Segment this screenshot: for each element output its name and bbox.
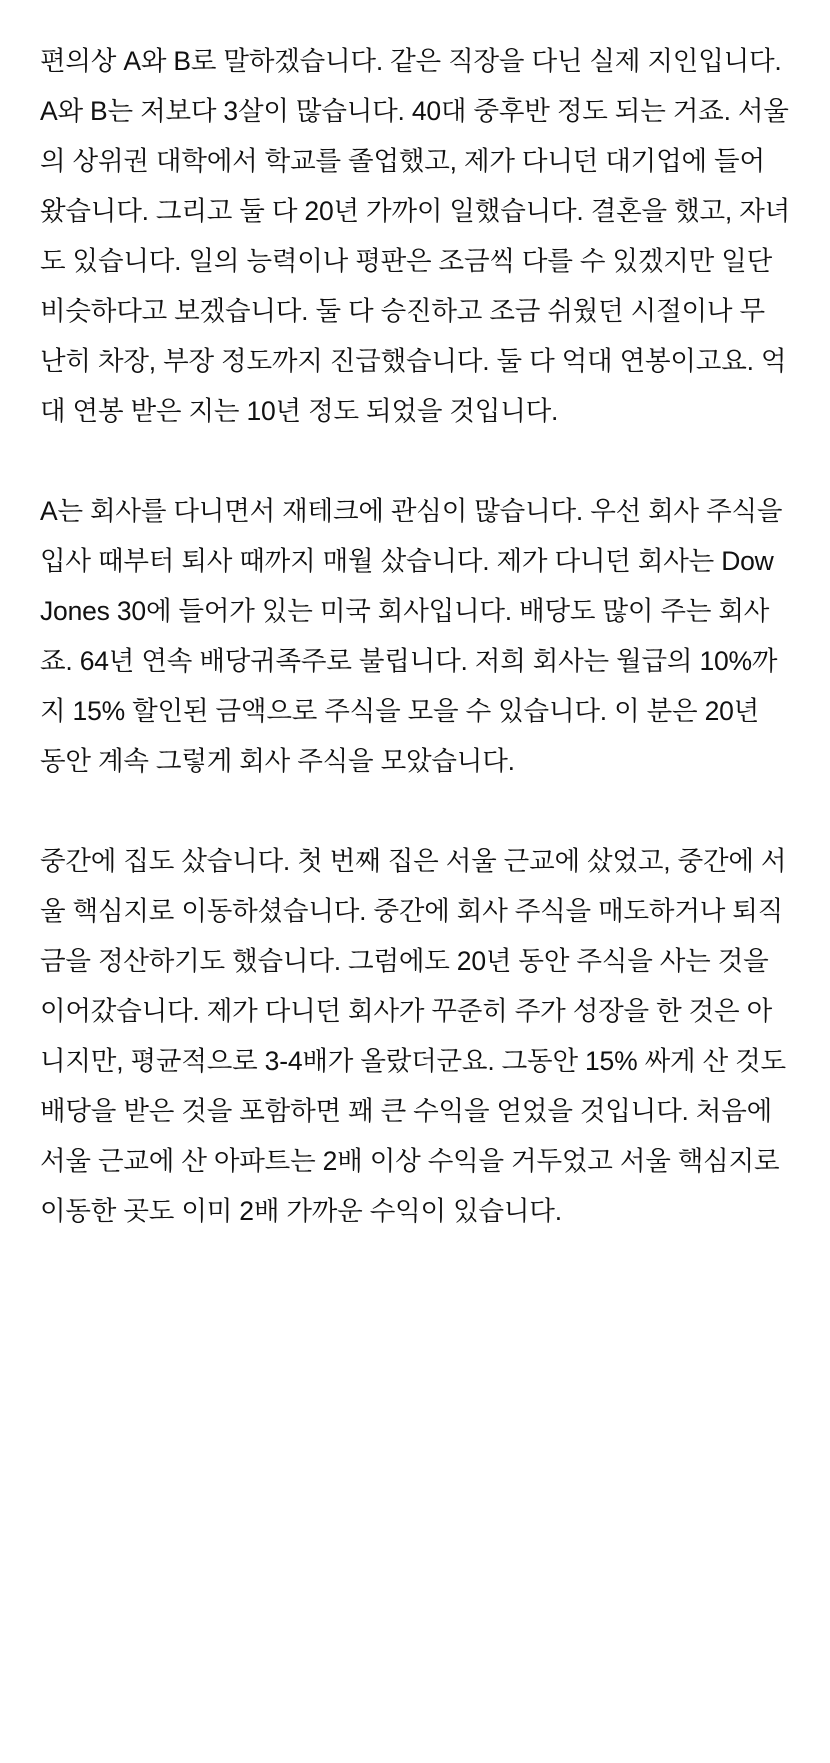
- paragraph-1: 편의상 A와 B로 말하겠습니다. 같은 직장을 다닌 실제 지인입니다. A와 B는 저보다 3살이 많습니다. 40대 중후반 정도 되는 거죠. 서울의 상위권 대학에서 학교를 졸업했고, 제가 다니던 대기업에 들어왔습니다. 그리고 둘 다 20년 가까이 일했습니다. 결혼을 했고, 자녀도 있습니다. 일의 능력이나 평판은 조금씩 다를 수 있겠지만 일단 비슷하다고 보겠습니다. 둘 다 승진하고 조금 쉬웠던 시절이나 무난히 차장, 부장 정도까지 진급했습니다. 둘 다 억대 연봉이고요. 억대 연봉 받은 지는 10년 정도 되었을 것입니다.: [40, 46, 791, 426]
- paragraph-3: 중간에 집도 샀습니다. 첫 번째 집은 서울 근교에 샀었고, 중간에 서울 핵심지로 이동하셨습니다. 중간에 회사 주식을 매도하거나 퇴직금을 정산하기도 했습니다. 그럼에도 20년 동안 주식을 사는 것을 이어갔습니다. 제가 다니던 회사가 꾸준히 주가 성장을 한 것은 아니지만, 평균적으로 3-4배가 올랐더군요. 그동안 15% 싸게 산 것도 배당을 받은 것을 포함하면 꽤 큰 수익을 얻었을 것입니다. 처음에 서울 근교에 산 아파트는 2배 이상 수익을 거두었고 서울 핵심지로 이동한 곳도 이미 2배 가까운 수익이 있습니다.: [40, 846, 787, 1226]
- article-body: [40, 36, 790, 1236]
- paragraph-2: A는 회사를 다니면서 재테크에 관심이 많습니다. 우선 회사 주식을 입사 때부터 퇴사 때까지 매월 샀습니다. 제가 다니던 회사는 Dow Jones 30에 들어가 있는 미국 회사입니다. 배당도 많이 주는 회사죠. 64년 연속 배당귀족주로 불립니다. 저희 회사는 월급의 10%까지 15% 할인된 금액으로 주식을 모을 수 있습니다. 이 분은 20년 동안 계속 그렇게 회사 주식을 모았습니다.: [40, 496, 783, 776]
